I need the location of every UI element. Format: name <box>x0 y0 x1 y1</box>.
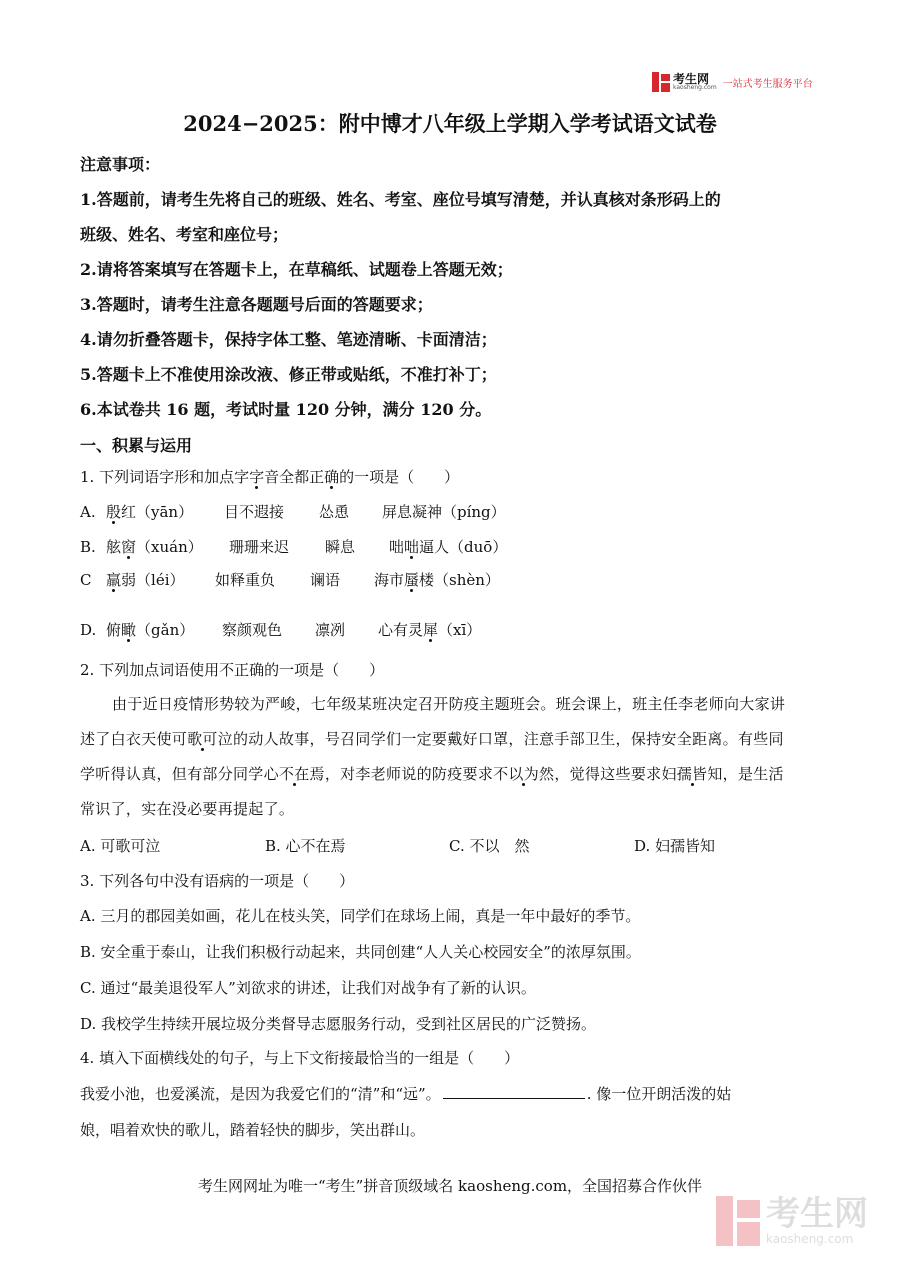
q3-option-d: D. 我校学生持续开展垃圾分类督导志愿服务行动，受到社区居民的广泛赞扬。 <box>80 1015 597 1033</box>
q1-option-c: C 羸弱（léi） 如释重负 谰语 海市蜃楼（shèn） <box>80 571 500 589</box>
logo-name: 考生网 <box>673 72 710 86</box>
q2-passage-line-1: 由于近日疫情形势较为严峻，七年级某班决定召开防疫主题班会。班会课上，班主任李老师向大家讲 <box>112 695 786 713</box>
q1-option-b: B. 舷窗（xuán） 珊珊来迟 瞬息 咄咄逼人（duō） <box>80 538 508 556</box>
kaosheng-watermark-icon <box>716 1196 760 1246</box>
notice-item-1-line-1: 1.答题前，请考生先将自己的班级、姓名、考室、座位号填写清楚，并认真核对条形码上的 <box>80 190 721 209</box>
q3-stem: 3. 下列各句中没有语病的一项是（ ） <box>80 872 355 890</box>
notice-item-2: 2.请将答案填写在答题卡上，在草稿纸、试题卷上答题无效； <box>80 260 513 279</box>
q2-passage-line-3: 学听得认真，但有部分同学心不在焉，对李老师说的防疫要求不以为然，觉得这些要求妇孺皆知，是生活 <box>80 765 784 783</box>
q1-stem: 1. 下列词语字形和加点字字音全都正确的一项是（ ） <box>80 468 460 486</box>
q2-option-d: D. 妇孺皆知 <box>634 837 716 855</box>
notice-item-3: 3.答题时，请考生注意各题题号后面的答题要求； <box>80 295 433 314</box>
q3-option-b: B. 安全重于泰山，让我们积极行动起来，共同创建“人人关心校园安全”的浓厚氛围。 <box>80 943 641 961</box>
logo-domain: kaosheng.com <box>673 84 717 91</box>
watermark-name: 考生网 <box>766 1194 868 1234</box>
q2-passage-line-2: 述了白衣天使可歌可泣的动人故事，号召同学们一定要戴好口罩，注意手部卫生，保持安全距离。有些同 <box>80 730 784 748</box>
page-footer: 考生网网址为唯一“考生”拼音顶级域名 kaosheng.com，全国招募合作伙伴 <box>197 1177 703 1195</box>
section-heading: 一、积累与运用 <box>80 436 193 455</box>
page-title: 2024−2025：附中博才八年级上学期入学考试语文试卷 <box>183 111 717 136</box>
q2-option-a: A. 可歌可泣 <box>80 837 161 855</box>
watermark-domain: kaosheng.com <box>766 1232 854 1246</box>
q1-option-d: D. 俯瞰（gǎn） 察颜观色 凛冽 心有灵犀（xī） <box>80 621 482 639</box>
q2-passage-line-4: 常识了，实在没必要再提起了。 <box>80 800 295 818</box>
q2-stem: 2. 下列加点词语使用不正确的一项是（ ） <box>80 661 385 679</box>
q3-option-a: A. 三月的郡园美如画，花儿在枝头笑，同学们在球场上闹，真是一年中最好的季节。 <box>80 907 641 925</box>
notice-item-6: 6.本试卷共 16 题，考试时量 120 分钟，满分 120 分。 <box>80 400 492 419</box>
answer-blank <box>443 1082 585 1099</box>
notice-item-4: 4.请勿折叠答题卡，保持字体工整、笔迹清晰、卡面清洁； <box>80 330 497 349</box>
q3-option-c: C. 通过“最美退役军人”刘欲求的讲述，让我们对战争有了新的认识。 <box>80 979 536 997</box>
header-logo <box>652 70 813 94</box>
notice-item-5: 5.答题卡上不准使用涂改液、修正带或贴纸，不准打补丁； <box>80 365 497 384</box>
q4-text-line-2: 娘，唱着欢快的歌儿，踏着轻快的脚步，笑出群山。 <box>80 1121 426 1139</box>
watermark <box>716 1196 868 1246</box>
q2-options <box>80 834 715 858</box>
q1-option-a: A. 殷红（yān） 目不遐接 怂恿 屏息凝神（píng） <box>80 503 506 521</box>
logo-slogan: 一站式考生服务平台 <box>722 78 813 90</box>
notice-heading: 注意事项： <box>80 155 161 174</box>
notice-item-1-line-2: 班级、姓名、考室和座位号； <box>80 225 289 244</box>
q4-text-line-1: 我爱小池，也爱溪流，是因为我爱它们的“清”和“远”。 . 像一位开朗活泼的姑 <box>80 1082 731 1106</box>
q2-option-c: C. 不以 然 <box>449 837 530 855</box>
q2-option-b: B. 心不在焉 <box>265 837 346 855</box>
kaosheng-logo-icon <box>652 72 670 92</box>
q4-stem: 4. 填入下面横线处的句子，与上下文衔接最恰当的一组是（ ） <box>80 1049 520 1067</box>
